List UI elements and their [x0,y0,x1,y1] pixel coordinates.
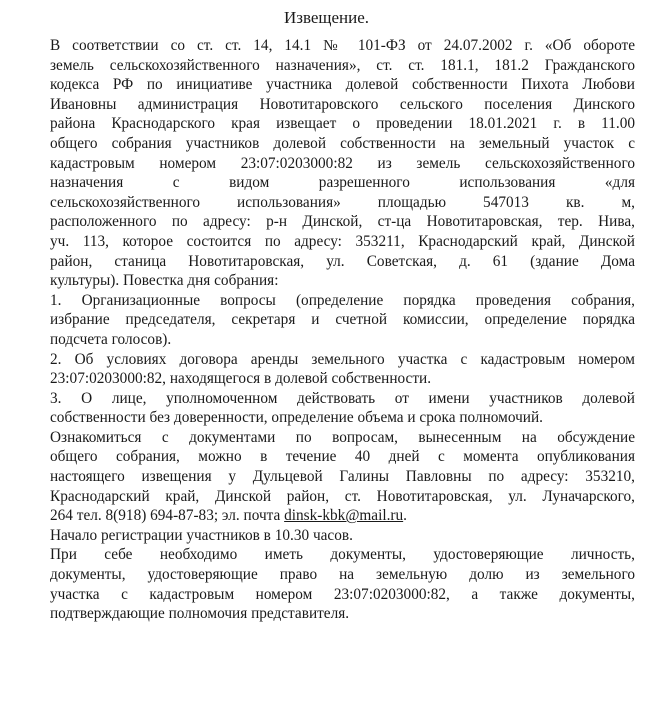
body-line [50,75,635,95]
email-link[interactable]: dinsk-kbk@mail.ru [284,507,404,525]
body-line-text: 2. Об условиях договора аренды земельного участка с кадастровым номером [50,350,635,368]
body-line-text: кадастровым номером 23:07:0203000:82 из земель сельскохозяйственного [50,154,635,172]
body-line [50,173,635,193]
body-line-text: уч. 113, которое состоится по адресу: 353211, Краснодарский край, Динской [50,232,635,250]
body-line-text: настоящего извещения у Дульцевой Галины Павловны по адресу: 353210, [50,468,635,486]
body-line [50,330,635,350]
body-line-text: При себе необходимо иметь документы, удостоверяющие личность, [50,546,635,564]
body-line [50,408,635,428]
body-line-text: района Краснодарского края извещает о проведении 18.01.2021 г. в 11.00 [50,115,635,133]
body-line [50,252,635,272]
notice-title: Извещение. [283,8,370,27]
body-line [50,212,635,232]
body-line [50,193,635,213]
body-line [50,545,635,565]
body-line [50,428,635,448]
body-line [50,604,635,624]
body-line-text: кодекса РФ по инициативе участника долевой собственности Пихота Любови [50,76,635,94]
body-line [50,232,635,252]
body-line [50,154,635,174]
body-line-text: избрание председателя, секретаря и счетной комиссии, определение порядка [50,311,635,329]
body-line-text: расположенного по адресу: р-н Динской, ст-ца Новотитаровская, тер. Нива, [50,213,635,231]
body-line [50,369,635,389]
body-line-text: район, станица Новотитаровская, ул. Советская, д. 61 (здание Дома [50,252,635,270]
body-line [50,291,635,311]
body-line-text: В соответствии со ст. ст. 14, 14.1 № 101-ФЗ от 24.07.2002 г. «Об обороте [50,37,635,54]
body-line [50,389,635,409]
body-line-text: Ивановны администрация Новотитаровского сельского поселения Динского [50,95,635,113]
body-line [50,565,635,585]
body-line [50,271,635,291]
body-line [50,310,635,330]
body-line-text: собственности без доверенности, определение объема и срока полномочий. [50,409,543,427]
body-line-text: 1. Организационные вопросы (определение порядка проведения собрания, [50,291,635,309]
body-line-text: документы, удостоверяющие право на земельную долю из земельного [50,566,635,584]
body-line-text: участка с кадастровым номером 23:07:0203000:82, а также документы, [50,585,635,603]
body-line [50,506,635,526]
body-line-suffix: . [403,507,407,525]
body-line-text: подсчета голосов). [50,330,172,348]
body-line [50,134,635,154]
body-line [50,467,635,487]
body-line-text: 23:07:0203000:82, находящегося в долевой собственности. [50,370,432,388]
body-line-text: общего собрания, можно в течение 40 дней с момента опубликования [50,448,635,466]
body-line [50,95,635,115]
body-line [50,36,635,56]
body-line-text: подтверждающие полномочия представителя. [50,605,350,623]
body-line-text: культуры). Повестка дня собрания: [50,272,279,290]
body-line [50,526,635,546]
notice-body [50,36,635,624]
body-line-text: Начало регистрации участников в 10.30 часов. [50,526,353,544]
body-line-text: Ознакомиться с документами по вопросам, вынесенным на обсуждение [50,428,635,446]
body-line [50,56,635,76]
body-line-text: земель сельскохозяйственного назначения», ст. ст. 181.1, 181.2 Гражданского [50,56,635,74]
body-line [50,487,635,507]
body-line [50,350,635,370]
body-line-text: 3. О лице, уполномоченном действовать от имени участников долевой [50,389,635,407]
body-line-text: общего собрания участников долевой собственности на земельный участок с [50,134,635,152]
body-line-text: сельскохозяйственного использования» площадью 547013 кв. м, [50,193,635,211]
body-line-text: Краснодарский край, Динской район, ст. Новотитаровская, ул. Луначарского, [50,487,635,505]
body-line-text: 264 тел. 8(918) 694-87-83; эл. почта [50,507,285,525]
body-line [50,447,635,467]
body-line [50,114,635,134]
body-line-text: назначения с видом разрешенного использования «для [50,174,635,192]
body-line [50,585,635,605]
